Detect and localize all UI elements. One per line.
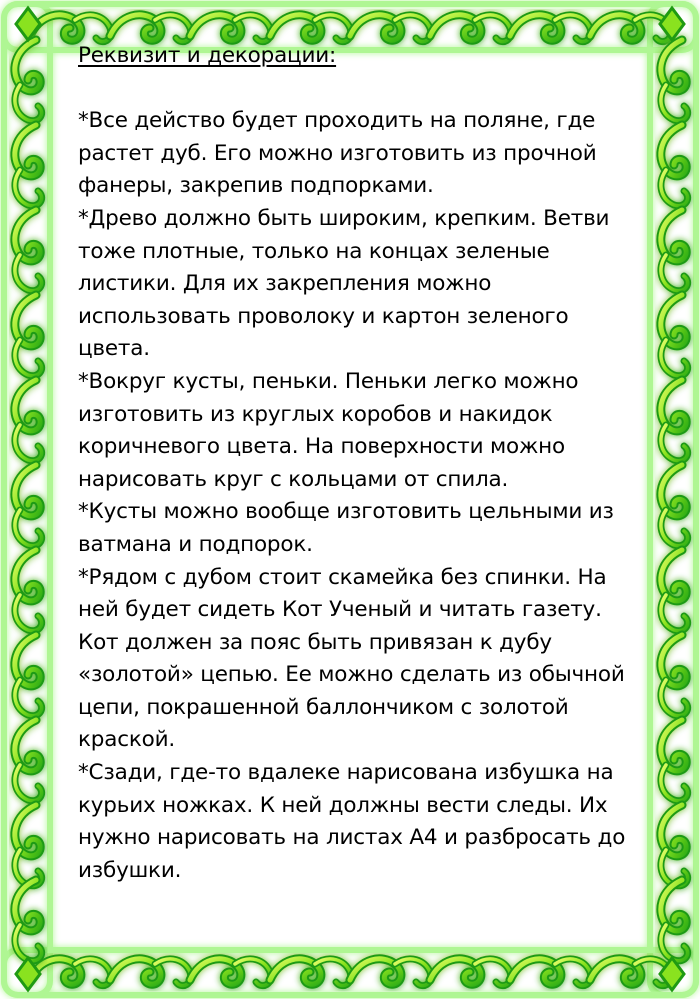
paragraph-stumps: *Вокруг кусты, пеньки. Пеньки легко можно изготовить из круглых коробов и накидок коричневого цвета. На поверхности можно нарисовать круг с кольцами от спила. <box>78 368 579 492</box>
paragraph-bushes: *Кусты можно вообще изготовить цельными из ватмана и подпорок. <box>78 499 614 557</box>
paragraph-hut: *Сзади, где-то вдалеке нарисована избушка на курьих ножках. К ней должны вести следы. Их нужно нарисовать на листах А4 и разбросать до избушки. <box>78 760 626 883</box>
paragraph-tree: *Древо должно быть широким, крепким. Ветви тоже плотные, только на концах зеленые листики. Для их закрепления можно использовать проволоку и картон зеленого цвета. <box>78 205 610 362</box>
document-body <box>78 40 638 887</box>
blank-line <box>78 73 638 106</box>
paragraph-bench: *Рядом с дубом стоит скамейка без спинки. На ней будет сидеть Кот Ученый и читать газету. Кот должен за пояс быть привязан к дубу «золотой» цепью. Ее можно сделать из обычной цепи, покрашенной баллончиком с золотой краской. <box>78 564 625 753</box>
paragraph-oak: *Все действо будет проходить на поляне, где растет дуб. Его можно изготовить из прочной фанеры, закрепив подпорками. <box>78 108 597 199</box>
document-heading: Реквизит и декорации: <box>78 43 337 68</box>
